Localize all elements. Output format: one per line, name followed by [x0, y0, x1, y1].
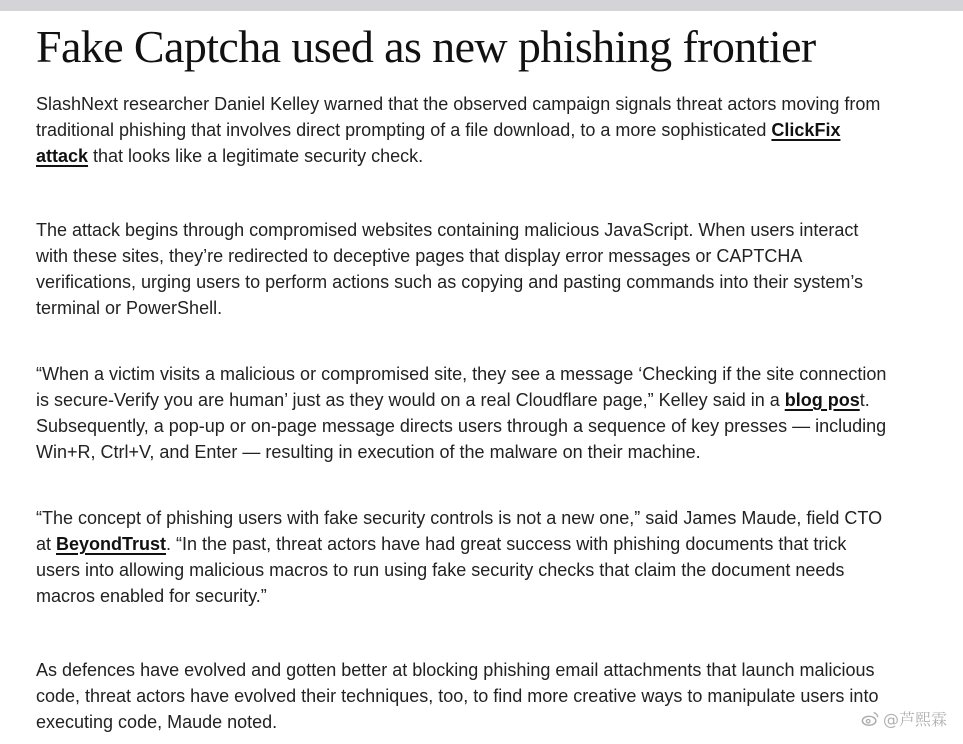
- paragraph-3-text-a: “When a victim visits a malicious or compromised site, they see a message ‘Checking if the site connection is secure-Verify you are human’ just as they would on a real Cloudflare page,” Kelley said in a: [36, 364, 887, 410]
- blog-post-link[interactable]: blog pos: [784, 390, 860, 410]
- browser-top-bar: [0, 0, 963, 11]
- paragraph-4-text-a: “The concept of phishing users with fake security controls is not a new one,” said James Maude, field CTO at: [36, 508, 883, 554]
- paragraph-1-text-a: SlashNext researcher Daniel Kelley warned that the observed campaign signals threat actors moving from traditional phishing that involves direct prompting of a file download, to a more sophisticated: [36, 94, 881, 140]
- paragraph-4-text-b: . “In the past, threat actors have had great success with phishing documents that trick users into allowing malicious macros to run using fake security checks that claim the document needs macros enabled for security.”: [36, 534, 847, 606]
- watermark-text: @芦熙霖: [882, 710, 947, 729]
- page-title: Fake Captcha used as new phishing frontier: [36, 21, 816, 72]
- paragraph-3: [36, 361, 886, 465]
- paragraph-4: [36, 505, 882, 609]
- weibo-logo-icon: [861, 710, 879, 728]
- paragraph-5: As defences have evolved and gotten better at blocking phishing email attachments that launch malicious code, threat actors have evolved their techniques, too, to find more creative ways to manipulate users into executing code, Maude noted.: [36, 660, 879, 732]
- attack-link[interactable]: attack: [36, 146, 89, 166]
- paragraph-1-text-b: that looks like a legitimate security check.: [88, 146, 424, 166]
- clickfix-link[interactable]: ClickFix: [771, 120, 841, 140]
- paragraph-3-text-b: t. Subsequently, a pop-up or on-page message directs users through a sequence of key presses — including Win+R, Ctrl+V, and Enter — resulting in execution of the malware on their machine.: [36, 390, 887, 462]
- paragraph-1: [36, 91, 880, 169]
- paragraph-2: The attack begins through compromised websites containing malicious JavaScript. When users interact with these sites, they’re redirected to deceptive pages that display error messages or CAPTCHA verifications, urging users to perform actions such as copying and pasting commands into their system’s terminal or PowerShell.: [36, 220, 864, 318]
- beyondtrust-link[interactable]: BeyondTrust: [56, 534, 167, 554]
- watermark: [861, 707, 947, 730]
